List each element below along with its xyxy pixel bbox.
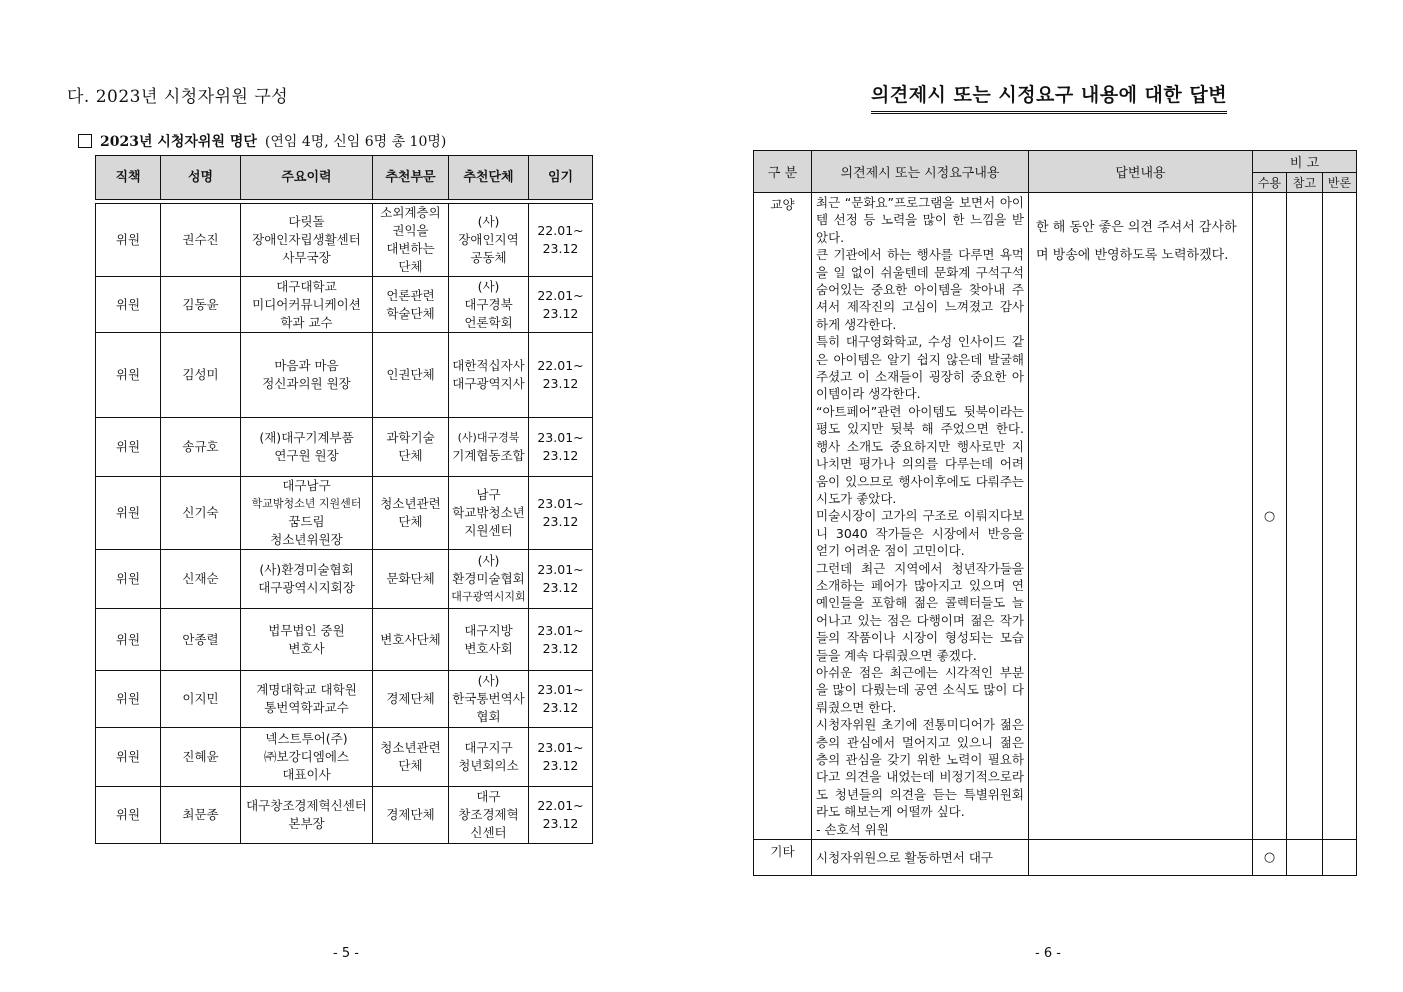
member-name: 김동윤 bbox=[161, 277, 241, 333]
member-name: 송규호 bbox=[161, 418, 241, 477]
member-row bbox=[96, 609, 593, 671]
page-number: - 6 - bbox=[1035, 946, 1061, 961]
cell-line: 과학기술 bbox=[386, 430, 435, 445]
list-heading-subtitle: (연임 4명, 신임 6명 총 10명) bbox=[264, 134, 447, 150]
cell-line: 공동체 bbox=[470, 250, 507, 265]
cell-line: 대구남구 bbox=[282, 478, 331, 493]
cell-line: 마음과 마음 bbox=[274, 358, 339, 373]
cell-line: 23.01~ bbox=[537, 562, 584, 577]
member-term bbox=[529, 333, 593, 418]
cell-line: (사)환경미술협회 bbox=[259, 562, 354, 577]
cell-line: 청소년관련 bbox=[380, 740, 441, 755]
cell-line: 남구 bbox=[476, 487, 501, 502]
cell-line: 대구 bbox=[476, 789, 501, 804]
cell-line: 대구대학교 bbox=[276, 278, 337, 294]
member-position: 위원 bbox=[96, 204, 161, 277]
cell-line: 대한적십자사 bbox=[452, 358, 525, 373]
header-sector: 추천부문 bbox=[373, 156, 449, 200]
cell-line: 기계협동조합 bbox=[452, 448, 525, 463]
cell-line: 23.12 bbox=[542, 514, 579, 529]
opinion-paragraph: 아쉬운 점은 최근에는 시각적인 부분을 많이 다뤘는데 공연 소식도 많이 다뤄줬으면 한다. bbox=[816, 664, 1024, 715]
cell-line: 경제단체 bbox=[386, 691, 435, 706]
answer-category: 기타 bbox=[754, 840, 812, 876]
opinion-paragraph: “아트페어”관련 아이템도 뒷북이라는 평도 있지만 뒷북 해 주었으면 한다. 행사 소개도 중요하지만 행사로만 지나치면 평가나 의의를 다루는데 어려움이 있으므로 행사이후에도 다뤄주는 시도가 좋았다. bbox=[816, 403, 1024, 506]
cell-line: 대구광역지사 bbox=[452, 376, 525, 391]
member-sector bbox=[373, 728, 449, 787]
cell-line: 변호사 bbox=[288, 640, 325, 656]
member-career bbox=[241, 609, 373, 671]
opinion-paragraph: 큰 기관에서 하는 행사를 다루면 욕먹을 일 없이 쉬울텐데 문화계 구석구석 숨어있는 중요한 아이템을 찾아내 주셔서 제작진의 고심이 느껴졌고 감사하게 생각한다. bbox=[816, 247, 1024, 332]
member-sector bbox=[373, 333, 449, 418]
member-career bbox=[241, 787, 373, 844]
cell-line: 단체 bbox=[398, 448, 423, 463]
cell-line: (사)대구경북 bbox=[457, 431, 520, 444]
cell-line: 22.01~ bbox=[537, 798, 584, 813]
cell-line: 창조경제혁 bbox=[458, 807, 519, 822]
cell-line: 23.01~ bbox=[537, 430, 584, 445]
cell-line: 본부장 bbox=[288, 816, 325, 831]
cell-line: 환경미술협회 bbox=[452, 571, 525, 586]
cell-line: 22.01~ bbox=[537, 287, 584, 303]
cell-line: (재)대구기계부품 bbox=[259, 430, 354, 445]
member-name: 진혜윤 bbox=[161, 728, 241, 787]
cell-line: 소외계층의 bbox=[380, 205, 441, 220]
member-row bbox=[96, 204, 593, 277]
cell-line: 장애인자립생활센터 bbox=[252, 232, 361, 247]
member-position: 위원 bbox=[96, 477, 161, 550]
cell-line: 23.12 bbox=[542, 580, 579, 595]
cell-line: 23.01~ bbox=[537, 682, 584, 697]
cell-line: 대구광역시지회장 bbox=[258, 580, 355, 595]
cell-line: 언론학회 bbox=[464, 314, 513, 330]
cell-line: 단체 bbox=[398, 758, 423, 773]
opinion-paragraph: 시청자위원 초기에 전통미디어가 젊은층의 관심에서 멀어지고 있으니 젊은층의 관심을 갖기 위한 노력이 필요하다고 의견을 내었는데 비정기적으로라도 청년들의 의견을 듣는 특별위원회라도 해보는게 어떨까 싶다. bbox=[816, 717, 1024, 820]
opinion-cell bbox=[812, 193, 1029, 840]
cell-line: 장애인지역 bbox=[458, 232, 519, 247]
header-career: 주요이력 bbox=[241, 156, 373, 200]
member-row bbox=[96, 550, 593, 609]
cell-line: 대표이사 bbox=[282, 767, 331, 782]
answer-category: 교양 bbox=[754, 193, 812, 840]
cell-line: 23.01~ bbox=[537, 740, 584, 755]
checkbox-icon bbox=[78, 134, 92, 148]
member-row bbox=[96, 418, 593, 477]
member-sector bbox=[373, 204, 449, 277]
member-table bbox=[95, 155, 593, 844]
cell-line: 청년회의소 bbox=[458, 758, 519, 773]
opinion-cell bbox=[812, 840, 1029, 876]
header-org: 추천단체 bbox=[449, 156, 529, 200]
opinion-paragraph: 최근 “문화요”프로그램을 보면서 아이템 선정 등 노력을 많이 한 느낌을 받았다. bbox=[816, 195, 1024, 245]
cell-line: 대구창조경제혁신센터 bbox=[246, 798, 367, 813]
reply-cell bbox=[1029, 840, 1253, 876]
cell-line: 지원센터 bbox=[464, 523, 513, 538]
page-number: - 5 - bbox=[333, 946, 359, 961]
member-row bbox=[96, 671, 593, 728]
left-page bbox=[0, 0, 701, 992]
cell-line: 변호사회 bbox=[464, 640, 513, 656]
cell-line: 정신과의원 원장 bbox=[262, 376, 351, 391]
opinion-paragraph: 시청자위원으로 활동하면서 대구 bbox=[816, 849, 993, 865]
member-row bbox=[96, 728, 593, 787]
opinion-paragraph: - 손호석 위원 bbox=[816, 821, 889, 837]
header-category: 구 분 bbox=[754, 151, 812, 193]
reply-cell bbox=[1029, 193, 1253, 840]
answer-row bbox=[754, 840, 1357, 876]
answer-title: 의견제시 또는 시정요구 내용에 대한 답변 bbox=[871, 80, 1227, 114]
cell-line: 23.12 bbox=[542, 305, 579, 321]
member-career bbox=[241, 671, 373, 728]
member-org bbox=[449, 477, 529, 550]
member-term bbox=[529, 609, 593, 671]
rebut-mark bbox=[1323, 193, 1357, 840]
cell-line: 22.01~ bbox=[537, 223, 584, 238]
member-term bbox=[529, 477, 593, 550]
cell-line: 연구원 원장 bbox=[274, 448, 339, 463]
member-name: 김성미 bbox=[161, 333, 241, 418]
member-position: 위원 bbox=[96, 671, 161, 728]
cell-line: 경제단체 bbox=[386, 807, 435, 822]
member-org bbox=[449, 550, 529, 609]
member-career bbox=[241, 333, 373, 418]
cell-line: 대변하는 bbox=[386, 241, 435, 256]
cell-line: 협회 bbox=[476, 709, 501, 724]
header-reference: 참고 bbox=[1287, 173, 1323, 193]
member-org bbox=[449, 333, 529, 418]
member-name: 신재순 bbox=[161, 550, 241, 609]
member-career bbox=[241, 418, 373, 477]
member-position: 위원 bbox=[96, 418, 161, 477]
cell-line: 계명대학교 대학원 bbox=[256, 682, 357, 697]
member-position: 위원 bbox=[96, 609, 161, 671]
member-table-header bbox=[96, 156, 593, 200]
header-reply: 답변내용 bbox=[1029, 151, 1253, 193]
reference-mark bbox=[1287, 840, 1323, 876]
member-position: 위원 bbox=[96, 333, 161, 418]
cell-line: 대구지방 bbox=[464, 622, 513, 638]
cell-line: 학술단체 bbox=[386, 305, 435, 321]
cell-line: 한국통번역사 bbox=[452, 691, 525, 706]
header-rebut: 반론 bbox=[1323, 173, 1357, 193]
member-term bbox=[529, 550, 593, 609]
cell-line: 청소년관련 bbox=[380, 496, 441, 511]
member-sector bbox=[373, 609, 449, 671]
cell-line: 권익을 bbox=[392, 223, 429, 238]
member-name: 안종렬 bbox=[161, 609, 241, 671]
cell-line: (사) bbox=[477, 553, 500, 568]
cell-line: 법무법인 중원 bbox=[268, 622, 345, 638]
header-accept: 수용 bbox=[1253, 173, 1287, 193]
cell-line: 변호사단체 bbox=[380, 631, 441, 647]
member-table-body bbox=[96, 204, 593, 844]
cell-line: 학과 교수 bbox=[280, 314, 333, 330]
cell-line: 청소년위원장 bbox=[270, 532, 343, 547]
cell-line: 언론관련 bbox=[386, 287, 435, 303]
member-term bbox=[529, 204, 593, 277]
answer-row bbox=[754, 193, 1357, 840]
member-position: 위원 bbox=[96, 550, 161, 609]
accept-mark: ○ bbox=[1253, 840, 1287, 876]
cell-line: (사) bbox=[477, 214, 500, 229]
member-career bbox=[241, 728, 373, 787]
cell-line: 23.12 bbox=[542, 758, 579, 773]
reference-mark bbox=[1287, 193, 1323, 840]
member-row bbox=[96, 787, 593, 844]
header-note: 비 고 bbox=[1253, 151, 1357, 173]
cell-line: 인권단체 bbox=[386, 367, 435, 382]
member-sector bbox=[373, 671, 449, 728]
member-list-heading bbox=[78, 131, 446, 151]
member-career bbox=[241, 277, 373, 333]
cell-line: 통번역학과교수 bbox=[264, 700, 349, 715]
header-opinion: 의견제시 또는 시정요구내용 bbox=[812, 151, 1029, 193]
cell-line: 학교밖청소년 bbox=[452, 505, 525, 520]
cell-line: 23.12 bbox=[542, 700, 579, 715]
member-name: 최문종 bbox=[161, 787, 241, 844]
member-org bbox=[449, 609, 529, 671]
member-term bbox=[529, 787, 593, 844]
member-sector bbox=[373, 277, 449, 333]
cell-line: (사) bbox=[477, 673, 500, 688]
cell-line: 학교밖청소년 지원센터 bbox=[251, 497, 362, 510]
member-row bbox=[96, 477, 593, 550]
cell-line: 미디어커뮤니케이션 bbox=[252, 296, 361, 312]
cell-line: (사) bbox=[477, 278, 500, 294]
member-sector bbox=[373, 418, 449, 477]
cell-line: 23.12 bbox=[542, 640, 579, 656]
member-row bbox=[96, 333, 593, 418]
member-name: 이지민 bbox=[161, 671, 241, 728]
cell-line: 넥스트투어(주) bbox=[265, 731, 348, 746]
rebut-mark bbox=[1323, 840, 1357, 876]
member-sector bbox=[373, 787, 449, 844]
cell-line: 단체 bbox=[398, 259, 423, 274]
opinion-paragraph: 미술시장이 고가의 구조로 이뤄지다보니 3040 작가들은 시장에서 반응을 얻기 어려운 점이 고민이다. bbox=[816, 508, 1024, 559]
header-term: 임기 bbox=[529, 156, 593, 200]
member-term bbox=[529, 418, 593, 477]
accept-mark: ○ bbox=[1253, 193, 1287, 840]
opinion-paragraph: 특히 대구영화학교, 수성 인사이드 같은 아이템은 알기 쉽지 않은데 발굴해 주셨고 이 소재들이 굉장히 중요한 아이템이라 생각한다. bbox=[816, 334, 1024, 402]
list-heading-title: 2023년 시청자위원 명단 bbox=[100, 134, 257, 150]
member-term bbox=[529, 277, 593, 333]
member-row bbox=[96, 277, 593, 333]
cell-line: 23.12 bbox=[542, 448, 579, 463]
cell-line: 꿈드림 bbox=[288, 514, 325, 529]
member-org bbox=[449, 728, 529, 787]
cell-line: 대구광역시지회 bbox=[451, 590, 526, 603]
opinion-paragraph: 그런데 최근 지역에서 청년작가들을 소개하는 페어가 많아지고 있으며 연예인들을 포함해 젊은 콜렉터들도 늘어나고 있는 점은 다행이며 젊은 작가들의 작품이나 시장이 형성되는 모습들을 계속 다뤄줬으면 좋겠다. bbox=[816, 560, 1024, 663]
member-position: 위원 bbox=[96, 277, 161, 333]
cell-line: 23.12 bbox=[542, 241, 579, 256]
cell-line: 문화단체 bbox=[386, 571, 435, 586]
member-org bbox=[449, 671, 529, 728]
member-name: 신기숙 bbox=[161, 477, 241, 550]
right-page bbox=[701, 0, 1403, 992]
member-sector bbox=[373, 550, 449, 609]
member-org bbox=[449, 418, 529, 477]
member-career bbox=[241, 477, 373, 550]
member-career bbox=[241, 204, 373, 277]
cell-line: 신센터 bbox=[470, 825, 507, 840]
cell-line: 23.01~ bbox=[537, 496, 584, 511]
member-name: 권수진 bbox=[161, 204, 241, 277]
cell-line: 사무국장 bbox=[282, 250, 331, 265]
cell-line: 23.12 bbox=[542, 816, 579, 831]
header-name: 성명 bbox=[161, 156, 241, 200]
cell-line: 22.01~ bbox=[537, 358, 584, 373]
section-title: 다. 2023년 시청자위원 구성 bbox=[67, 87, 289, 107]
cell-line: 다릿돌 bbox=[288, 214, 325, 229]
member-career bbox=[241, 550, 373, 609]
member-org bbox=[449, 787, 529, 844]
header-position: 직책 bbox=[96, 156, 161, 200]
reply-text: 한 해 동안 좋은 의견 주셔서 감사하며 방송에 반영하도록 노력하겠다. bbox=[1036, 220, 1237, 263]
cell-line: 23.12 bbox=[542, 376, 579, 391]
member-term bbox=[529, 671, 593, 728]
answer-table bbox=[753, 150, 1357, 876]
member-sector bbox=[373, 477, 449, 550]
member-org bbox=[449, 204, 529, 277]
cell-line: ㈜보강디엠에스 bbox=[264, 749, 349, 764]
member-org bbox=[449, 277, 529, 333]
member-position: 위원 bbox=[96, 787, 161, 844]
cell-line: 대구지구 bbox=[464, 740, 513, 755]
member-term bbox=[529, 728, 593, 787]
cell-line: 대구경북 bbox=[464, 296, 513, 312]
cell-line: 23.01~ bbox=[537, 622, 584, 638]
cell-line: 단체 bbox=[398, 514, 423, 529]
member-position: 위원 bbox=[96, 728, 161, 787]
